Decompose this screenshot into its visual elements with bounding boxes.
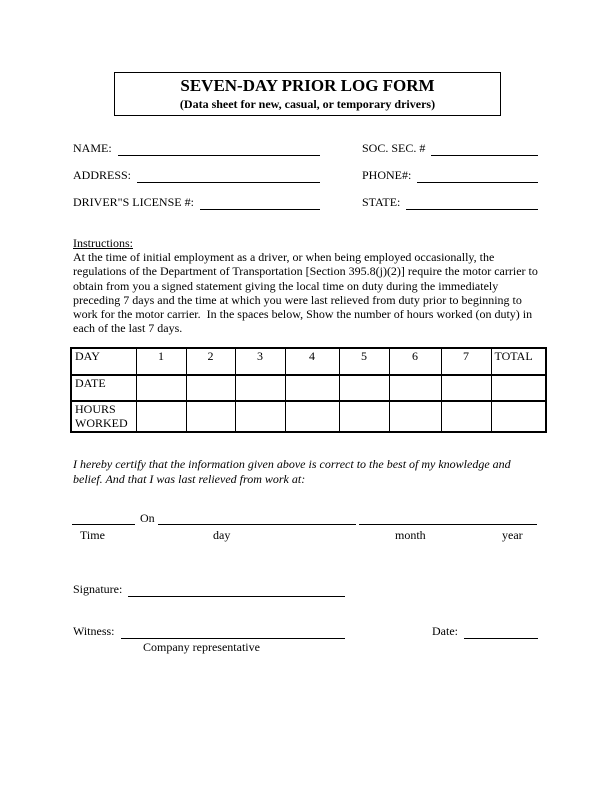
seven-day-log-table	[70, 347, 547, 433]
form-title-box	[114, 72, 501, 116]
header-day-4: 4	[285, 348, 339, 375]
ssn-label: SOC. SEC. #	[362, 141, 426, 155]
hours-worked-row	[71, 401, 546, 432]
instructions-block	[73, 236, 553, 335]
header-day-1: 1	[136, 348, 186, 375]
date-cell[interactable]	[389, 375, 441, 401]
instructions-line: work for the motor carrier. In the spaces below, Show the number of hours worked (on duty) in	[73, 307, 533, 322]
instructions-line: preceding 7 days and the time at which you were last relieved from duty prior to beginning to	[73, 292, 522, 307]
hours-cell[interactable]	[389, 401, 441, 432]
date-cell[interactable]	[285, 375, 339, 401]
hours-cell[interactable]	[339, 401, 389, 432]
form-subtitle: (Data sheet for new, casual, or temporary drivers)	[179, 97, 436, 111]
signature-input-line[interactable]	[128, 583, 345, 597]
header-total: TOTAL	[491, 348, 546, 375]
instructions-line: regulations of the Department of Transportation [Section 395.8(j)(2)] require the motor carrier to	[73, 264, 538, 279]
on-label: On	[140, 511, 155, 525]
date-row-label: DATE	[71, 375, 136, 401]
address-row	[73, 168, 320, 183]
header-day-6: 6	[389, 348, 441, 375]
state-row	[362, 195, 538, 210]
date-row	[71, 375, 546, 401]
header-day-5: 5	[339, 348, 389, 375]
name-row	[73, 141, 320, 156]
hours-total-cell[interactable]	[491, 401, 546, 432]
form-title: SEVEN-DAY PRIOR LOG FORM	[180, 76, 435, 95]
time-input-line[interactable]	[72, 524, 135, 525]
instructions-heading: Instructions:	[73, 236, 133, 250]
hours-cell[interactable]	[441, 401, 491, 432]
signature-label: Signature:	[73, 582, 123, 596]
date-total-cell[interactable]	[491, 375, 546, 401]
header-day-2: 2	[186, 348, 235, 375]
date-cell[interactable]	[235, 375, 285, 401]
header-day: DAY	[71, 348, 136, 375]
company-representative-label: Company representative	[143, 640, 260, 654]
signature-row	[73, 582, 345, 597]
table-header-row	[71, 348, 546, 375]
license-label: DRIVER"S LICENSE #:	[73, 195, 194, 209]
witness-label: Witness:	[73, 624, 115, 638]
instructions-line: each of the last 7 days.	[73, 321, 183, 336]
day-input-line[interactable]	[158, 524, 356, 525]
witness-input-line[interactable]	[121, 625, 345, 639]
certification-line: belief. And that I was last relieved from work at:	[73, 472, 306, 486]
day-label: day	[213, 528, 231, 542]
date-cell[interactable]	[186, 375, 235, 401]
name-label: NAME:	[73, 141, 112, 155]
instructions-line: At the time of initial employment as a driver, or when being employed occasionally, the	[73, 250, 495, 265]
month-year-input-line[interactable]	[359, 524, 537, 525]
hours-cell[interactable]	[186, 401, 235, 432]
name-input-line[interactable]	[118, 142, 320, 156]
witness-row	[73, 624, 345, 639]
certification-statement	[73, 457, 511, 487]
certification-line: I hereby certify that the information given above is correct to the best of my knowledge and	[73, 457, 511, 471]
address-label: ADDRESS:	[73, 168, 132, 182]
license-input-line[interactable]	[200, 196, 320, 210]
state-input-line[interactable]	[406, 196, 538, 210]
date-input-line[interactable]	[464, 625, 538, 639]
header-day-3: 3	[235, 348, 285, 375]
month-label: month	[395, 528, 426, 542]
license-row	[73, 195, 320, 210]
phone-label: PHONE#:	[362, 168, 412, 182]
date-cell[interactable]	[441, 375, 491, 401]
address-input-line[interactable]	[137, 169, 320, 183]
date-cell[interactable]	[339, 375, 389, 401]
header-day-7: 7	[441, 348, 491, 375]
hours-worked-row-label: HOURS WORKED	[71, 401, 136, 432]
hours-cell[interactable]	[235, 401, 285, 432]
hours-cell[interactable]	[136, 401, 186, 432]
date-label: Date:	[432, 624, 458, 638]
instructions-line: obtain from you a signed statement giving the local time on duty during the immediately	[73, 278, 499, 293]
ssn-input-line[interactable]	[431, 142, 538, 156]
hours-cell[interactable]	[285, 401, 339, 432]
phone-row	[362, 168, 538, 183]
phone-input-line[interactable]	[417, 169, 538, 183]
time-label: Time	[80, 528, 105, 542]
state-label: STATE:	[362, 195, 401, 209]
date-row-bottom	[432, 624, 538, 639]
date-cell[interactable]	[136, 375, 186, 401]
year-label: year	[502, 528, 523, 542]
ssn-row	[362, 141, 538, 156]
